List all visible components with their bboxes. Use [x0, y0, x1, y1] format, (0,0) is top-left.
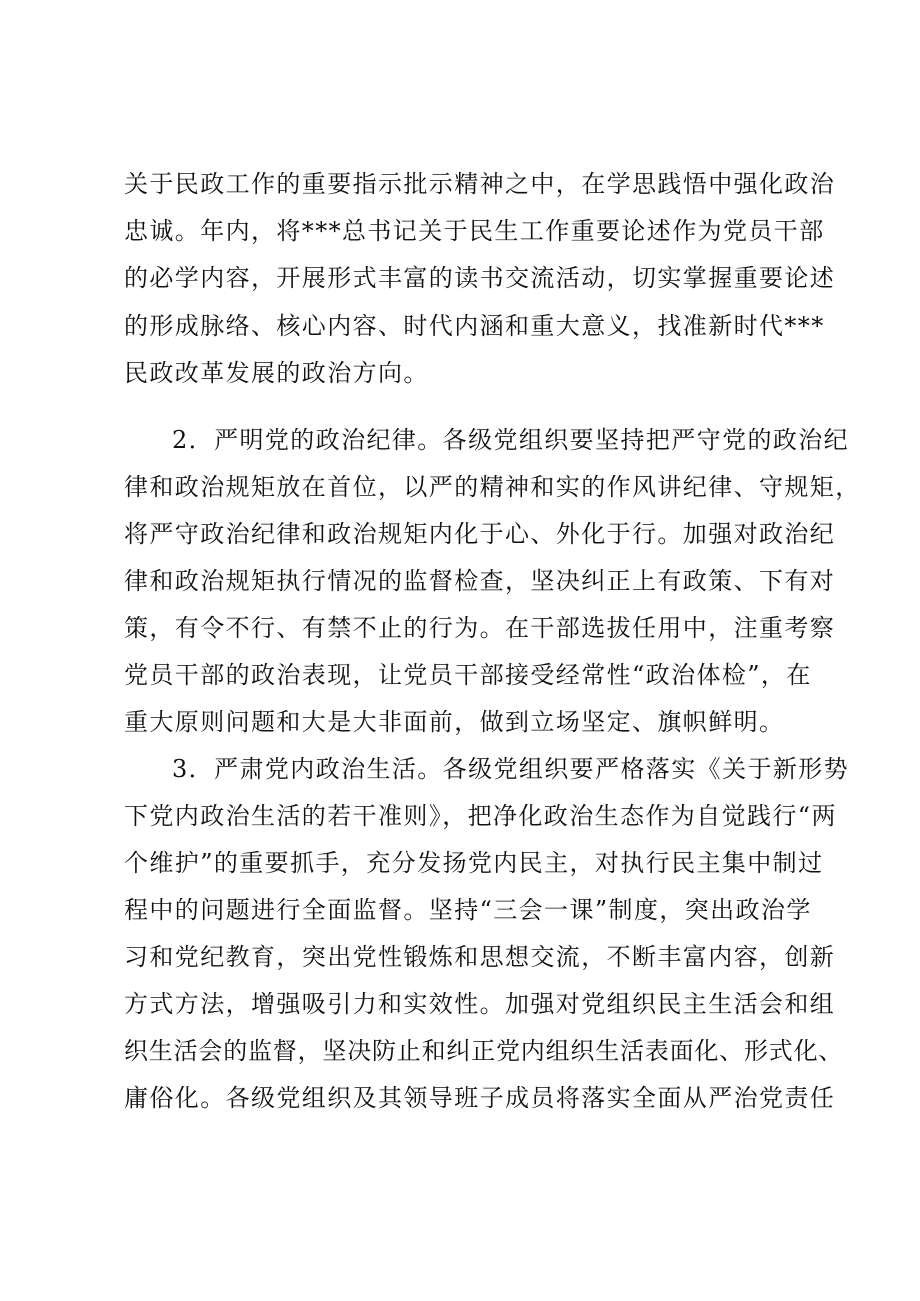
paragraph-2-line-4: 律和政治规矩执行情况的监督检查，坚决纠正上有政策、下有对 [124, 567, 836, 595]
paragraph-1-line-1: 关于民政工作的重要指示批示精神之中，在学思践悟中强化政治 [124, 170, 836, 198]
paragraph-3-line-8: 庸俗化。各级党组织及其领导班子成员将落实全面从严治党责任 [124, 1084, 836, 1112]
paragraph-2-line-1: 2．严明党的政治纪律。各级党组织要坚持把严守党的政治纪 [172, 426, 850, 454]
paragraph-3-line-5: 习和党纪教育，突出党性锻炼和思想交流，不断丰富内容，创新 [124, 943, 836, 971]
paragraph-2-line-6: 党员干部的政治表现，让党员干部接受经常性“政治体检”，在 [124, 661, 812, 689]
paragraph-2-line-3: 将严守政治纪律和政治规矩内化于心、外化于行。加强对政治纪 [124, 520, 836, 548]
paragraph-1-line-5: 民政改革发展的政治方向。 [124, 359, 429, 387]
paragraph-1-line-3: 的必学内容，开展形式丰富的读书交流活动，切实掌握重要论述 [124, 264, 836, 292]
paragraph-1-line-2: 忠诚。年内，将***总书记关于民生工作重要论述作为党员干部 [124, 217, 825, 245]
paragraph-3-line-1: 3．严肃党内政治生活。各级党组织要严格落实《关于新形势 [172, 755, 850, 783]
paragraph-3-line-7: 织生活会的监督，坚决防止和纠正党内组织生活表面化、形式化、 [124, 1037, 844, 1065]
paragraph-2-line-7: 重大原则问题和大是大非面前，做到立场坚定、旗帜鲜明。 [124, 708, 785, 736]
paragraph-3-line-2: 下党内政治生活的若干准则》，把净化政治生态作为自觉践行“两 [124, 802, 837, 830]
paragraph-2-line-2: 律和政治规矩放在首位，以严的精神和实的作风讲纪律、守规矩， [124, 473, 861, 501]
paragraph-3-line-4: 程中的问题进行全面监督。坚持“三会一课”制度，突出政治学 [124, 896, 812, 924]
paragraph-2-line-5: 策，有令不行、有禁不止的行为。在干部选拔任用中，注重考察 [124, 614, 836, 642]
paragraph-1-line-4: 的形成脉络、核心内容、时代内涵和重大意义，找准新时代*** [124, 312, 825, 340]
paragraph-3-line-3: 个维护”的重要抓手，充分发扬党内民主，对执行民主集中制过 [124, 849, 824, 877]
paragraph-3-line-6: 方式方法，增强吸引力和实效性。加强对党组织民主生活会和组 [124, 990, 836, 1018]
